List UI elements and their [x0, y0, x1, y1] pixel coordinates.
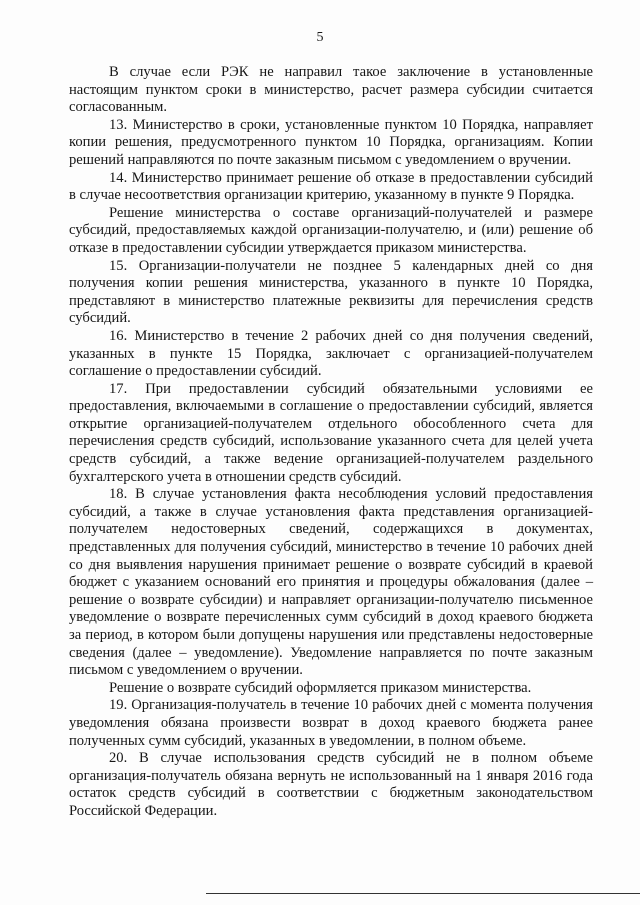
paragraph-rek-conclusion: В случае если РЭК не направил такое заключение в установленные настоящим пунктом сроки в министерство, расчет размера субсидии считается согласованным. — [69, 64, 593, 116]
paragraph-18: 18. В случае установления факта несоблюдения условий предоставления субсидий, а также в случае установления факта представления организацией-получателем недостоверных сведений, содержащихся в документах, представленных для получения субсидий, министерство в течение 10 рабочих дней со дня выявления нарушения принимает решение о возврате субсидий в краевой бюджет с указанием оснований его принятия и процедуры обжалования (далее – решение о возврате субсидии) и направляет организации-получателю письменное уведомление о возврате перечисленных сумм субсидий в доход краевого бюджета за период, в котором были допущены нарушения или представлены недостоверные сведения (далее – уведомление). Уведомление направляется по почте заказным письмом с уведомлением о вручении. — [69, 486, 593, 679]
paragraph-18-decision: Решение о возврате субсидий оформляется приказом министерства. — [109, 679, 532, 696]
paragraph-17: 17. При предоставлении субсидий обязательными условиями ее предоставления, включаемыми в соглашение о предоставлении субсидий, является открытие организацией-получателем отдельного обособленного счета для перечисления средств субсидий, использование указанного счета для целей учета средств субсидий, а также ведение организацией-получателем раздельного бухгалтерского учета в отношении средств субсидий. — [69, 380, 593, 485]
paragraph-14-decision: Решение министерства о составе организаций-получателей и размере субсидий, предоставляемых каждой организации-получателю, и (или) решение об отказе в предоставлении субсидии утверждается приказом министерства. — [69, 204, 593, 256]
footer-rule — [206, 893, 640, 894]
paragraph-20: 20. В случае использования средств субсидий не в полном объеме организация-получатель обязана вернуть не использованный на 1 января 2016 года остаток средств субсидий в соответствии с бюджетным законодательством Российской Федерации. — [69, 750, 593, 819]
page-number: 5 — [316, 30, 324, 45]
paragraph-14: 14. Министерство принимает решение об отказе в предоставлении субсидий в случае несоответствия организации критерию, указанному в пункте 9 Порядка. — [69, 169, 593, 204]
paragraph-13: 13. Министерство в сроки, установленные пунктом 10 Порядка, направляет копии решения, предусмотренного пунктом 10 Порядка, организациям. Копии решений направляются по почте заказным письмом с уведомлением о вручении. — [69, 116, 593, 168]
document-body — [69, 64, 593, 821]
paragraph-16: 16. Министерство в течение 2 рабочих дней со дня получения сведений, указанных в пункте 15 Порядка, заключает с организацией-получателем соглашение о предоставлении субсидий. — [69, 327, 593, 380]
paragraph-15: 15. Организации-получатели не позднее 5 календарных дней со дня получения копии решения министерства, указанного в пункте 10 Порядка, представляют в министерство платежные реквизиты для перечисления средств субсидий. — [69, 257, 593, 327]
paragraph-19: 19. Организация-получатель в течение 10 рабочих дней с момента получения уведомления обязана произвести возврат в доход краевого бюджета ранее полученных сумм субсидий, указанных в уведомлении, в полном объеме. — [69, 697, 593, 749]
